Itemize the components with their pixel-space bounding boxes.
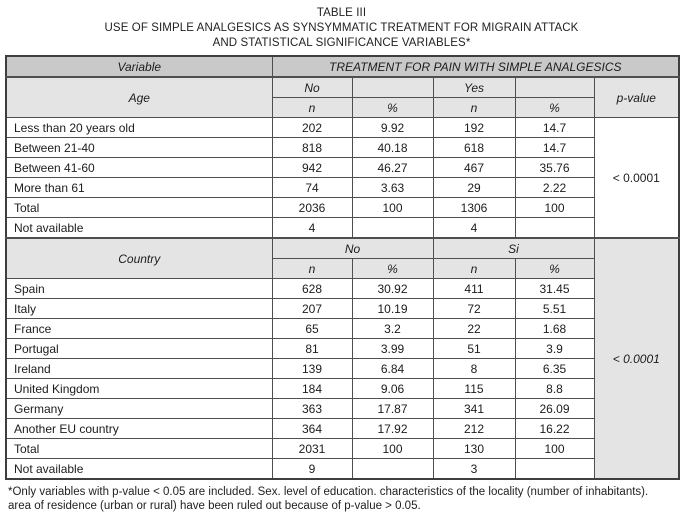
cell-no-pct: 6.84	[352, 359, 433, 379]
table-row-country-8	[6, 439, 679, 459]
country-section-label: Country	[6, 238, 272, 279]
cell-no-n: 207	[272, 299, 352, 319]
country-p-value: < 0.0001	[594, 238, 679, 479]
cell-no-pct: 3.99	[352, 339, 433, 359]
country-si-label: Si	[433, 238, 594, 259]
cell-yes-n: 4	[433, 218, 515, 239]
age-empty-header-cell	[515, 77, 594, 98]
cell-si-pct: 100	[515, 439, 594, 459]
cell-no-n: 81	[272, 339, 352, 359]
cell-no-pct: 9.06	[352, 379, 433, 399]
country-no-n-label: n	[272, 259, 352, 279]
cell-no-pct: 9.92	[352, 118, 433, 138]
cell-yes-n: 1306	[433, 198, 515, 218]
table-row-country-9	[6, 459, 679, 480]
row-label: Portugal	[6, 339, 272, 359]
age-no-n-label: n	[272, 98, 352, 118]
row-label: Not available	[6, 459, 272, 480]
country-no-label: No	[272, 238, 433, 259]
cell-no-pct	[352, 218, 433, 239]
cell-si-n: 3	[433, 459, 515, 480]
cell-si-n: 341	[433, 399, 515, 419]
cell-yes-n: 618	[433, 138, 515, 158]
table-row-country-2	[6, 319, 679, 339]
row-label: Spain	[6, 279, 272, 299]
table-row-age-1	[6, 138, 679, 158]
age-section-label: Age	[6, 77, 272, 118]
row-label: United Kingdom	[6, 379, 272, 399]
cell-no-n: 363	[272, 399, 352, 419]
cell-no-n: 2031	[272, 439, 352, 459]
cell-si-pct	[515, 459, 594, 480]
cell-si-pct: 26.09	[515, 399, 594, 419]
cell-no-pct: 100	[352, 198, 433, 218]
header-treatment: TREATMENT FOR PAIN WITH SIMPLE ANALGESICS	[272, 56, 679, 77]
cell-no-n: 74	[272, 178, 352, 198]
cell-si-n: 212	[433, 419, 515, 439]
cell-si-n: 8	[433, 359, 515, 379]
cell-yes-pct: 14.7	[515, 138, 594, 158]
cell-yes-pct: 35.76	[515, 158, 594, 178]
cell-no-n: 4	[272, 218, 352, 239]
row-label: Between 41-60	[6, 158, 272, 178]
row-label: Total	[6, 198, 272, 218]
table-number: TABLE III	[316, 7, 367, 19]
cell-yes-pct: 14.7	[515, 118, 594, 138]
cell-si-pct: 5.51	[515, 299, 594, 319]
cell-si-pct: 6.35	[515, 359, 594, 379]
cell-yes-pct: 100	[515, 198, 594, 218]
row-label: More than 61	[6, 178, 272, 198]
top-header-row	[6, 56, 679, 77]
cell-no-pct: 17.92	[352, 419, 433, 439]
cell-no-pct	[352, 459, 433, 480]
age-yes-n-label: n	[433, 98, 515, 118]
table-row-country-6	[6, 399, 679, 419]
table-title-line-2: AND STATISTICAL SIGNIFICANCE VARIABLES*	[212, 37, 471, 49]
cell-no-pct: 30.92	[352, 279, 433, 299]
age-p-value: < 0.0001	[594, 118, 679, 239]
p-value-header: p-value	[594, 77, 679, 118]
cell-si-pct: 31.45	[515, 279, 594, 299]
age-empty-header-cell	[352, 77, 433, 98]
age-no-pct-label: %	[352, 98, 433, 118]
row-label: Total	[6, 439, 272, 459]
table-row-country-3	[6, 339, 679, 359]
cell-si-n: 51	[433, 339, 515, 359]
cell-si-pct: 16.22	[515, 419, 594, 439]
row-label: France	[6, 319, 272, 339]
cell-no-n: 942	[272, 158, 352, 178]
cell-no-pct: 3.63	[352, 178, 433, 198]
cell-no-pct: 10.19	[352, 299, 433, 319]
cell-no-pct: 100	[352, 439, 433, 459]
cell-si-pct: 3.9	[515, 339, 594, 359]
row-label: Not available	[6, 218, 272, 239]
row-label: Between 21-40	[6, 138, 272, 158]
cell-si-n: 115	[433, 379, 515, 399]
cell-si-n: 130	[433, 439, 515, 459]
age-yes-label: Yes	[433, 77, 515, 98]
table-row-age-2	[6, 158, 679, 178]
table-title-line-1: USE OF SIMPLE ANALGESICS AS SYNSYMMATIC TREATMENT FOR MIGRAIN ATTACK	[104, 22, 579, 34]
cell-no-n: 184	[272, 379, 352, 399]
country-header-row-1	[6, 238, 679, 259]
age-header-row-1	[6, 77, 679, 98]
cell-no-n: 2036	[272, 198, 352, 218]
footnote: *Only variables with p-value < 0.05 are included. Sex. level of education. characteristics of the locality (number of inhabitants). area of residence (urban or rural) have been ruled out because of p-value > 0.05.	[8, 486, 649, 512]
cell-no-n: 139	[272, 359, 352, 379]
cell-si-pct: 8.8	[515, 379, 594, 399]
cell-si-n: 411	[433, 279, 515, 299]
cell-yes-pct: 2.22	[515, 178, 594, 198]
analgesics-table	[5, 55, 680, 480]
row-label: Italy	[6, 299, 272, 319]
table-row-age-4	[6, 198, 679, 218]
cell-no-n: 202	[272, 118, 352, 138]
table-row-age-5	[6, 218, 679, 239]
country-si-n-label: n	[433, 259, 515, 279]
cell-si-n: 22	[433, 319, 515, 339]
cell-yes-pct	[515, 218, 594, 239]
table-row-country-7	[6, 419, 679, 439]
cell-no-n: 364	[272, 419, 352, 439]
table-row-country-4	[6, 359, 679, 379]
cell-si-pct: 1.68	[515, 319, 594, 339]
cell-no-pct: 40.18	[352, 138, 433, 158]
header-variable: Variable	[6, 56, 272, 77]
cell-yes-n: 467	[433, 158, 515, 178]
table-row-country-0	[6, 279, 679, 299]
country-no-pct-label: %	[352, 259, 433, 279]
row-label: Another EU country	[6, 419, 272, 439]
cell-no-pct: 17.87	[352, 399, 433, 419]
age-no-label: No	[272, 77, 352, 98]
cell-no-pct: 46.27	[352, 158, 433, 178]
cell-no-n: 818	[272, 138, 352, 158]
cell-si-n: 72	[433, 299, 515, 319]
row-label: Germany	[6, 399, 272, 419]
table-row-country-1	[6, 299, 679, 319]
cell-no-n: 9	[272, 459, 352, 480]
row-label: Less than 20 years old	[6, 118, 272, 138]
cell-no-n: 65	[272, 319, 352, 339]
table-row-age-0	[6, 118, 679, 138]
cell-no-n: 628	[272, 279, 352, 299]
country-si-pct-label: %	[515, 259, 594, 279]
cell-no-pct: 3.2	[352, 319, 433, 339]
cell-yes-n: 192	[433, 118, 515, 138]
age-yes-pct-label: %	[515, 98, 594, 118]
cell-yes-n: 29	[433, 178, 515, 198]
table-row-age-3	[6, 178, 679, 198]
table-title-block	[0, 0, 683, 51]
table-row-country-5	[6, 379, 679, 399]
row-label: Ireland	[6, 359, 272, 379]
